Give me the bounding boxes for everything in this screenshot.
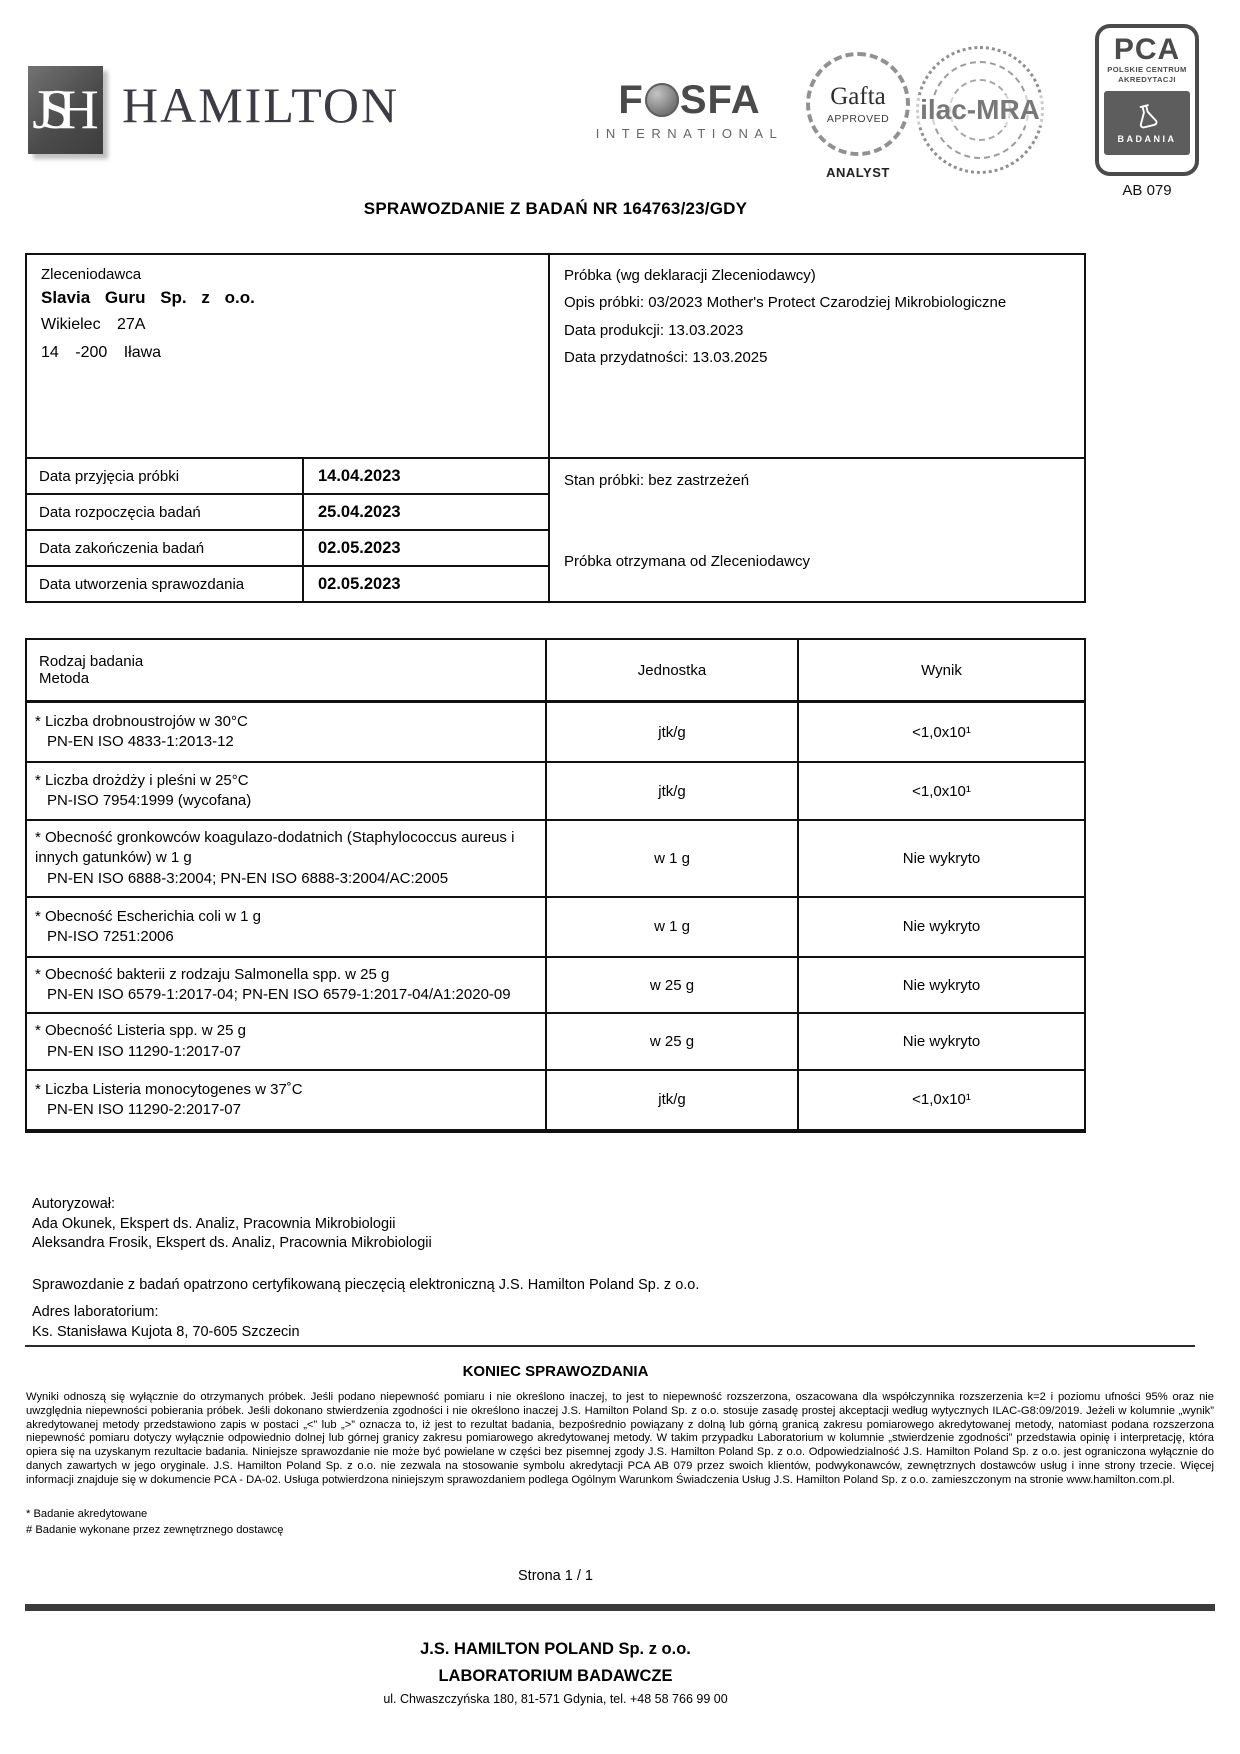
test-method: PN-EN ISO 4833-1:2013-12 [47, 733, 234, 750]
pca-badania-panel [1104, 91, 1190, 155]
test-cell [27, 1071, 545, 1129]
result-cell: Nie wykryto [797, 958, 1084, 1013]
test-name: * Liczba Listeria monocytogenes w 37˚C [35, 1080, 303, 1098]
pca-subtitle-line1: POLSKIE CENTRUM [1107, 65, 1187, 74]
date-row-value: 02.05.2023 [304, 529, 550, 565]
result-row [27, 703, 1084, 761]
jsh-logo-initials: JSH [32, 79, 86, 141]
gafta-analyst-label: ANALYST [826, 165, 890, 180]
footnote-external: # Badanie wykonane przez zewnętrznego dostawcę [26, 1524, 284, 1536]
date-row-value: 25.04.2023 [304, 493, 550, 529]
authorization-block [32, 1195, 699, 1342]
lab-address-label: Adres laboratorium: [32, 1304, 159, 1320]
test-cell [27, 898, 545, 956]
sample-label: Próbka (wg deklaracji Zleceniodawcy) [564, 267, 816, 284]
result-row [27, 896, 1084, 956]
unit-cell: w 25 g [545, 1014, 797, 1069]
sample-cell [550, 255, 1084, 457]
hamilton-wordmark: HAMILTON [122, 77, 400, 133]
date-row-label: Data rozpoczęcia badań [27, 493, 304, 529]
result-row [27, 761, 1084, 819]
client-address-line1: Wikielec 27A [41, 316, 146, 333]
flask-icon [1129, 98, 1165, 134]
test-cell [27, 1014, 545, 1069]
unit-cell: jtk/g [545, 1071, 797, 1129]
fosfa-wordmark [582, 80, 797, 120]
result-row [27, 956, 1084, 1013]
result-row [27, 1069, 1084, 1129]
result-cell: Nie wykryto [797, 898, 1084, 956]
header-unit-label: Jednostka [545, 640, 797, 700]
unit-cell: jtk/g [545, 763, 797, 819]
pca-accreditation-badge [1095, 24, 1199, 176]
unit-cell: w 1 g [545, 821, 797, 896]
header-result-label: Wynik [797, 640, 1084, 700]
results-header-row [27, 640, 1084, 703]
result-cell: <1,0x10¹ [797, 703, 1084, 761]
client-label: Zleceniodawca [41, 266, 142, 283]
sample-description: Opis próbki: 03/2023 Mother's Protect Czarodziej Mikrobiologiczne [564, 294, 1007, 312]
result-cell: <1,0x10¹ [797, 763, 1084, 819]
company-address: ul. Chwaszczyńska 180, 81-571 Gdynia, tel. +48 58 766 99 00 [383, 1692, 728, 1706]
client-name: Slavia Guru Sp. z o.o. [41, 288, 255, 307]
test-name: * Liczba drożdży i pleśni w 25°C [35, 771, 249, 789]
sample-state-cell [550, 457, 1084, 601]
authorized-by-label: Autoryzował: [32, 1196, 116, 1212]
test-method: PN-ISO 7954:1999 (wycofana) [47, 792, 252, 809]
authorized-person: Aleksandra Frosik, Ekspert ds. Analiz, Pracownia Mikrobiologii [32, 1235, 432, 1251]
gafta-approved-label: APPROVED [826, 112, 890, 125]
company-lab-label: LABORATORIUM BADAWCZE [438, 1667, 673, 1685]
test-cell [27, 821, 545, 896]
test-method: PN-EN ISO 11290-2:2017-07 [47, 1100, 241, 1118]
pca-wordmark: PCA [1113, 33, 1181, 66]
unit-cell: w 1 g [545, 898, 797, 956]
date-row-value: 14.04.2023 [304, 457, 550, 493]
jsh-logo [28, 66, 103, 154]
sample-state: Stan próbki: bez zastrzeżeń [564, 472, 750, 489]
date-row-label: Data zakończenia badań [27, 529, 304, 565]
test-name: * Obecność Listeria spp. w 25 g [35, 1022, 246, 1040]
client-cell [27, 255, 550, 457]
lab-address: Ks. Stanisława Kujota 8, 70-605 Szczecin [32, 1323, 300, 1340]
fosfa-logo [582, 80, 797, 141]
fosfa-letter-f: F [618, 78, 644, 122]
test-name: * Obecność gronkowców koagulazo-dodatnich (Staphylococcus aureus i innych gatunków) w 1 g [35, 829, 515, 867]
test-method: PN-EN ISO 6888-3:2004; PN-EN ISO 6888-3:2004/AC:2005 [47, 869, 449, 887]
test-method: PN-ISO 7251:2006 [47, 927, 174, 945]
section-divider [25, 1345, 1195, 1347]
client-address-line2: 14 -200 Iława [41, 344, 162, 362]
ilac-mra-seal [916, 46, 1044, 174]
header-test-method [27, 640, 545, 700]
unit-cell: w 25 g [545, 958, 797, 1013]
test-name: * Obecność Escherichia coli w 1 g [35, 907, 261, 925]
sample-production-date: Data produkcji: 13.03.2023 [564, 321, 744, 339]
legal-disclaimer: Wyniki odnoszą się wyłącznie do otrzymanych próbek. Jeśli podano niepewność pomiaru i nie określono inaczej, to jest to niepewność rozszerzona, oszacowana dla współczynnika rozszerzenia k=2 i poziomu ufności 95% oraz nie uwzględnia niepewności pobierania próbek. Jeśli dokonano stwierdzenia zgodności i nie określono inaczej J.S. Hamilton Poland Sp. z o.o. stosuje zasadę prostej akceptacji według wytycznych ILAC-G8:09/2019. Jeżeli w kolumnie „wynik” akredytowanej metody przedstawiono zapis w postaci „<” lub „>” oznacza to, iż jest to rezultat badania, bezpośrednio powiązany z dolną lub górną granicą zakresu pomiarowego akredytowanej metody, natomiast podana rozszerzona niepewność pomiaru dotyczy wyłącznie odpowiednio dolnej lub górnej granicy zakresu pomiarowego akredytowanej metody. W takim przypadku Laboratorium w kolumnie „stwierdzenie zgodności” przedstawia opinię i interpretację, która opiera się na uzyskanym rezultacie badania. Niniejsze sprawozdanie nie może być powielane w części bez pisemnej zgody J.S. Hamilton Poland Sp. z o.o. Odpowiedzialność J.S. Hamilton Poland Sp. z o.o. jest ograniczona wyłącznie do danych zawartych w jego oryginale. J.S. Hamilton Poland Sp. z o.o. nie zezwala na stosowanie symbolu akredytacji PCA AB 079 przez swoich klientów, podwykonawców, zewnętrznych dostawców usług i inne strony trzecie. Więcej informacji znajduje się w dokumencie PCA - DA-02. Usługa potwierdzona niniejszym sprawozdaniem podlega Ogólnym Warunkom Świadczenia Usług J.S. Hamilton Poland Sp. z o.o. zamieszczonym na stronie www.hamilton.com.pl. [26, 1391, 1214, 1486]
end-of-report-title: KONIEC SPRAWOZDANIA [462, 1363, 649, 1380]
date-row-value: 02.05.2023 [304, 565, 550, 601]
test-name: * Liczba drobnoustrojów w 30°C [35, 712, 248, 730]
result-row [27, 1012, 1084, 1069]
authorized-person: Ada Okunek, Ekspert ds. Analiz, Pracownia Mikrobiologii [32, 1215, 396, 1232]
sample-expiry-date: Data przydatności: 13.03.2025 [564, 348, 768, 366]
fosfa-international-label: INTERNATIONAL [595, 126, 784, 141]
sample-info-box [25, 253, 1086, 603]
company-footer [25, 1638, 1086, 1706]
unit-cell: jtk/g [545, 703, 797, 761]
report-title: SPRAWOZDANIE Z BADAŃ NR 164763/23/GDY [363, 199, 748, 218]
gafta-approved-seal [806, 52, 910, 156]
date-row-label: Data przyjęcia próbki [27, 457, 304, 493]
ilac-mra-label: ilac-MRA [911, 95, 1049, 126]
test-cell [27, 958, 545, 1013]
results-table [25, 638, 1086, 1133]
header-method-label: Metoda [39, 670, 90, 687]
electronic-stamp-note: Sprawozdanie z badań opatrzono certyfikowaną pieczęcią elektroniczną J.S. Hamilton Poland Sp. z o.o. [32, 1276, 700, 1293]
result-cell: <1,0x10¹ [797, 1071, 1084, 1129]
page-indicator: Strona 1 / 1 [518, 1568, 593, 1584]
gafta-wordmark: Gafta [830, 82, 886, 110]
test-method: PN-EN ISO 6579-1:2017-04; PN-EN ISO 6579-1:2017-04/A1:2020-09 [47, 986, 511, 1003]
test-cell [27, 703, 545, 761]
pca-subtitle-line2: AKREDYTACJI [1118, 75, 1176, 85]
result-row [27, 819, 1084, 896]
pca-badania-label: BADANIA [1117, 133, 1177, 144]
date-row-label: Data utworzenia sprawozdania [27, 565, 304, 601]
header-test-label: Rodzaj badania [39, 653, 144, 670]
footnotes [26, 1506, 283, 1538]
fosfa-letters-sfa: SFA [679, 78, 761, 122]
test-cell [27, 763, 545, 819]
globe-icon [645, 83, 679, 117]
footer-bar [25, 1604, 1215, 1611]
company-name: J.S. HAMILTON POLAND Sp. z o.o. [420, 1640, 691, 1658]
test-method: PN-EN ISO 11290-1:2017-07 [47, 1042, 241, 1060]
footnote-accredited: * Badanie akredytowane [26, 1508, 148, 1520]
sample-origin: Próbka otrzymana od Zleceniodawcy [564, 553, 810, 570]
pca-accreditation-number: AB 079 [1122, 182, 1172, 199]
test-name: * Obecność bakterii z rodzaju Salmonella spp. w 25 g [35, 965, 390, 983]
result-cell: Nie wykryto [797, 821, 1084, 896]
result-cell: Nie wykryto [797, 1014, 1084, 1069]
